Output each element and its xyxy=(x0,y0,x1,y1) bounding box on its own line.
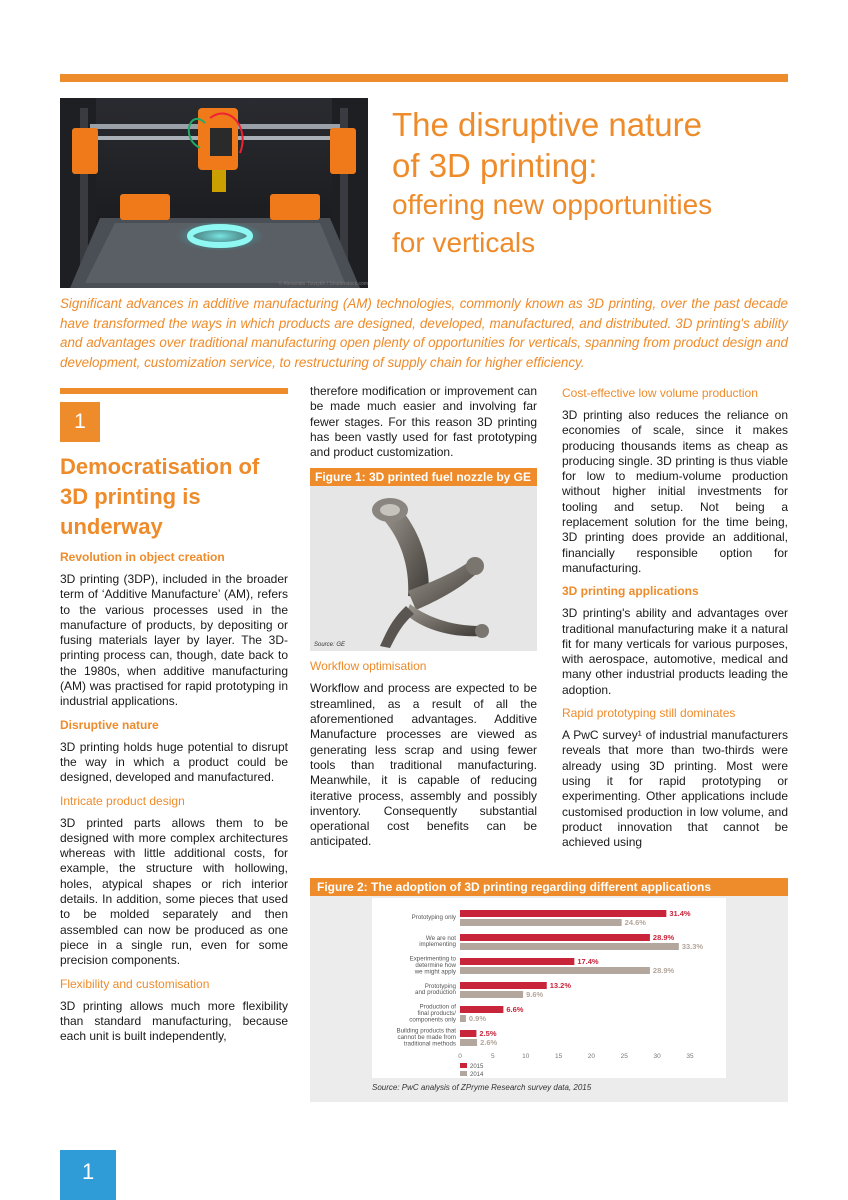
chart-category-label: Prototyping xyxy=(424,982,456,990)
chart-category-label: Production of xyxy=(419,1003,456,1011)
subhead-cost-effective: Cost-effective low volume production xyxy=(562,386,758,400)
figure-1-source: Source: GE xyxy=(314,642,346,649)
para-revolution: 3D printing (3DP), included in the broader term of ‘Additive Manufacture’ (AM), refers to the various processes used in the manufacture of products, by depositing or fusing materials layer by layer. The 3D-printing process can, though, date back to the 1980s, when additive manufacturing (AM) was practised for rapid prototyping in industrial applications. xyxy=(60,572,288,709)
top-accent-rule xyxy=(60,74,788,82)
chart-category-label: Experimenting to xyxy=(409,955,456,963)
subhead-rapid-prototyping: Rapid prototyping still dominates xyxy=(562,706,736,721)
page-title xyxy=(392,104,792,262)
chart-value-label: 17.4% xyxy=(577,957,599,966)
chart-x-tick-label: 30 xyxy=(653,1053,661,1060)
chart-legend-label: 2014 xyxy=(470,1072,484,1078)
chart-category-label: implementing xyxy=(419,941,456,949)
figure-2-source: Source: PwC analysis of ZPryme Research survey data, 2015 xyxy=(372,1083,592,1092)
para-flexibility: 3D printing allows much more flexibility than standard manufacturing, because each unit is built independently, xyxy=(60,998,288,1044)
figure-2 xyxy=(310,878,788,1102)
chart-x-tick-label: 15 xyxy=(554,1053,563,1060)
chart-bar xyxy=(460,982,547,989)
chart-bar xyxy=(460,934,650,941)
subhead-workflow: Workflow optimisation xyxy=(310,659,427,674)
chart-value-label: 0.9% xyxy=(468,1014,487,1023)
chart-bar xyxy=(460,943,679,950)
chart-value-label: 31.4% xyxy=(669,909,691,918)
chart-value-label: 24.6% xyxy=(624,918,646,927)
chart-category-label: traditional methods xyxy=(403,1040,456,1048)
chart-value-label: 13.2% xyxy=(549,981,572,990)
chart-bar xyxy=(460,967,650,974)
hero-3d-printer-photo xyxy=(60,98,368,288)
chart-x-tick-label: 35 xyxy=(686,1053,694,1060)
chart-category-label: determine how xyxy=(415,962,456,969)
title-line-2: of 3D printing: xyxy=(392,147,598,184)
page-number: 1 xyxy=(60,1150,116,1200)
para-applications: 3D printing's ability and advantages over traditional manufacturing make it a natural fit for many verticals for various purposes, with aerospace, automotive, medical and many other industrial products leading the adoption. xyxy=(562,606,788,697)
section-rule xyxy=(60,388,288,394)
chart-x-tick-label: 0 xyxy=(458,1053,462,1060)
chart-legend-label: 2015 xyxy=(470,1064,484,1070)
figure-2-caption: Figure 2: The adoption of 3D printing regarding different applications xyxy=(310,878,788,896)
chart-value-label: 2.6% xyxy=(480,1038,498,1047)
chart-value-label: 28.9% xyxy=(652,966,675,975)
para-intricate: 3D printed parts allows them to be designed with more complex architectures whereas with little additional costs, for example, the structure with hollowing, holes, atypical shapes or rich interior details. In addition, some pieces that used to be molded separately and then assembled can now be produced as one piece in a single run, even for some precision components. xyxy=(60,815,288,968)
subhead-flexibility: Flexibility and customisation xyxy=(60,976,210,991)
chart-value-label: 9.6% xyxy=(526,990,544,999)
chart-bar xyxy=(460,1015,466,1022)
chart-bar xyxy=(460,910,666,917)
para-cost-effective: 3D printing also reduces the reliance on economies of scale, since it makes producing thousands items as cheap as producing single. 3D printing is thus viable for low to medium-volume production without higher initial investments for tooling and setup. Not being a replacement solution for the time being, 3D printing does provide an additional, financially responsible option for manufacturing. xyxy=(562,408,788,575)
chart-category-label: components only xyxy=(409,1016,456,1024)
chart-category-label: we might apply xyxy=(414,968,456,976)
chart-x-tick-label: 10 xyxy=(522,1053,530,1060)
chart-bar xyxy=(460,1006,503,1013)
para-continuation: therefore modification or improvement can be made much easier and involving far fewer stages. For this reason 3D printing has been vastly used for fast prototyping and product customization. xyxy=(310,384,537,460)
chart-x-tick-label: 25 xyxy=(620,1053,628,1060)
adoption-bar-chart xyxy=(310,896,788,1084)
chart-category-label: Building products that xyxy=(396,1027,456,1035)
chart-value-label: 28.9% xyxy=(652,933,675,942)
subhead-revolution: Revolution in object creation xyxy=(60,550,225,564)
hero-photo-credit: © Alexander Tolstykh / Shutterstock.com xyxy=(278,281,368,287)
chart-x-tick-label: 20 xyxy=(587,1053,596,1060)
section-number-badge: 1 xyxy=(60,402,100,442)
column-3 xyxy=(562,384,788,850)
intro-paragraph: Significant advances in additive manufacturing (AM) technologies, commonly known as 3D printing, over the past decade have transformed the ways in which products are designed, developed, manufactured, and distributed. 3D printing's ability and advantages over traditional manufacturing open plenty of opportunities for verticals, spanning from product design and development, customization service, to restructuring of supply chain for higher efficiency. xyxy=(60,296,788,370)
chart-category-label: cannot be made from xyxy=(397,1034,456,1041)
para-disruptive: 3D printing holds huge potential to disrupt the way in which a product could be designed, developed and manufactured. xyxy=(60,739,288,785)
figure-1-caption: Figure 1: 3D printed fuel nozzle by GE xyxy=(310,468,537,486)
chart-legend-swatch xyxy=(460,1063,467,1068)
subhead-applications: 3D printing applications xyxy=(562,584,699,599)
chart-bar xyxy=(460,991,523,998)
para-workflow: Workflow and process are expected to be streamlined, as a result of all the aforementioned advantages. Additive Manufacture processes are viewed as generating less scrap and using fewer tools than traditional manufacturing. Meanwhile, it is capable of reducing iterative process, assembly and possibly inventory. Consequently substantial operational cost benefits can be anticipated. xyxy=(310,681,537,849)
chart-value-label: 33.3% xyxy=(681,942,704,951)
column-2 xyxy=(310,384,537,850)
title-line-4: for verticals xyxy=(392,227,536,258)
chart-category-label: Prototyping only xyxy=(411,914,456,921)
chart-value-label: 6.6% xyxy=(506,1005,524,1014)
figure-1-fuel-nozzle-photo xyxy=(310,486,537,651)
section-heading: Democratisation of 3D printing is underway xyxy=(60,454,260,539)
title-line-3: offering new opportunities xyxy=(392,189,713,220)
chart-category-label: We are not xyxy=(425,934,456,942)
chart-category-label: and production xyxy=(415,989,456,997)
chart-value-label: 2.5% xyxy=(479,1029,497,1038)
para-rapid-prototyping: A PwC survey¹ of industrial manufacturers reveals that more than two-thirds were already using 3D printing. Most were using it for rapid prototyping or experimenting. Other applications include customised production in low volume, and product innovation that cannot be achieved using xyxy=(562,728,788,850)
chart-category-label: final products/ xyxy=(417,1010,456,1017)
chart-bar xyxy=(460,958,574,965)
chart-x-tick-label: 5 xyxy=(491,1053,495,1060)
column-1 xyxy=(60,388,288,1044)
subhead-intricate: Intricate product design xyxy=(60,793,185,808)
subhead-disruptive: Disruptive nature xyxy=(60,717,159,732)
chart-bar xyxy=(460,1030,476,1037)
chart-bar xyxy=(460,919,622,926)
chart-legend-swatch xyxy=(460,1071,467,1076)
title-line-1: The disruptive nature xyxy=(392,106,703,143)
chart-bar xyxy=(460,1039,477,1046)
